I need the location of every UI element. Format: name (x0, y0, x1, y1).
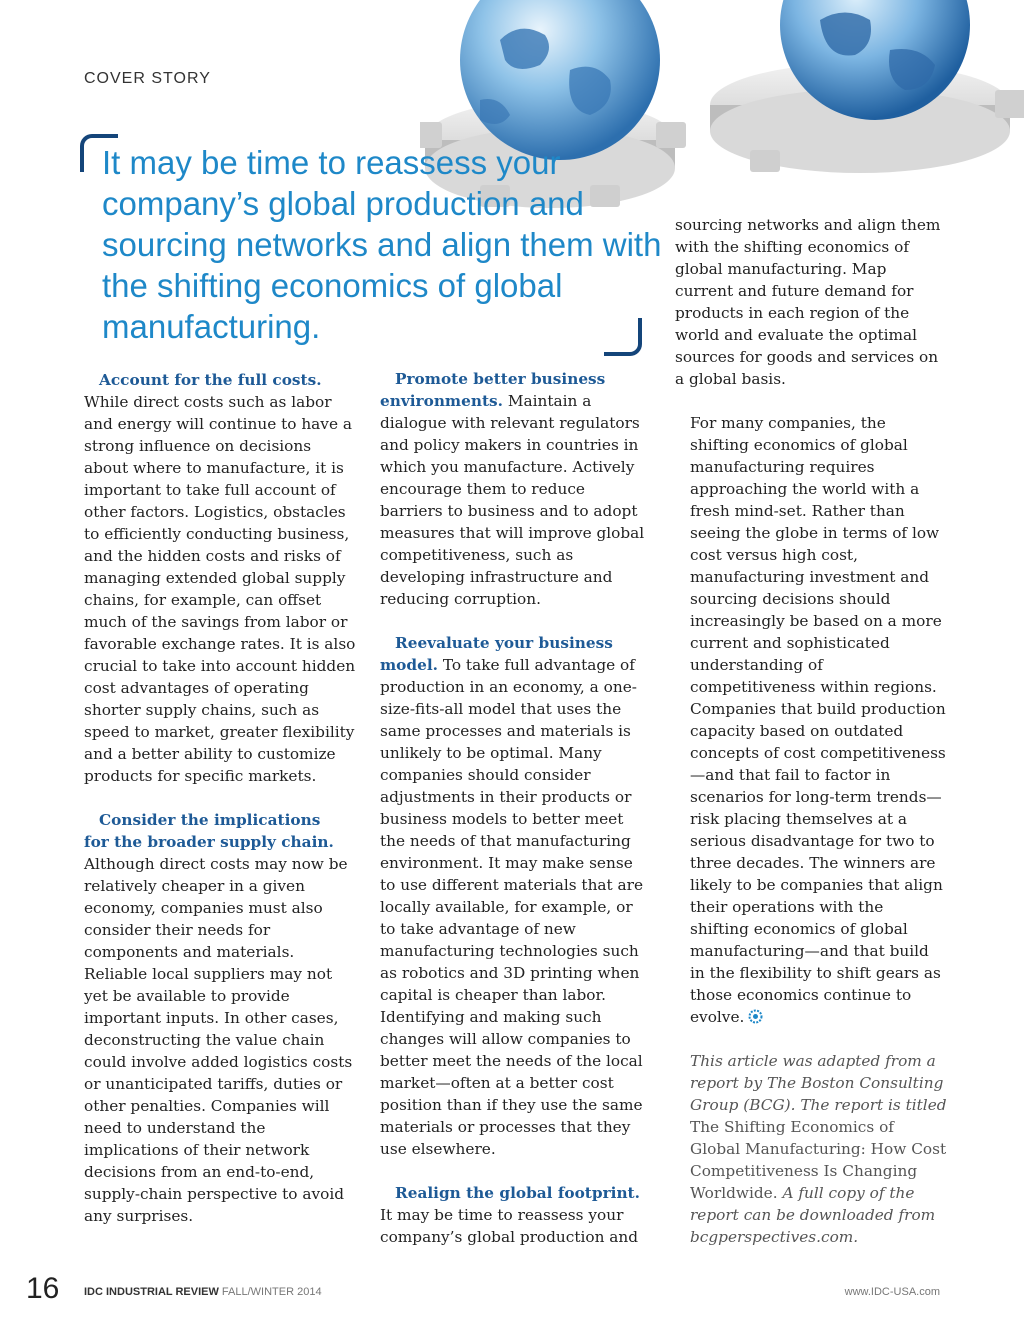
footer-url: www.IDC-USA.com (844, 1286, 940, 1298)
pull-quote: It may be time to reassess your company’s global production and sourcing networks and align them with the shifting economics of global manufacturing. (102, 144, 662, 345)
credit-report-title: The Shifting Economics of Global Manufacturing: How Cost Competitiveness Is Changing Worldwide. (690, 1118, 947, 1202)
paragraph-supply-chain: Although direct costs may now be relatively cheaper in a given economy, companies must also consider their needs for components and materials. Reliable local suppliers may not yet be available to provide important inputs. In other cases, deconstructing the value chain could involve added logistics costs or unanticipated tariffs, duties or other penalties. Companies will need to understand the implications of their network decisions from an end-to-end, supply-chain perspective to avoid any surprises. (84, 855, 353, 1225)
subhead-environments-line1: Promote better business (395, 370, 606, 388)
paragraph-full-costs: While direct costs such as labor and energy will continue to have a strong influence on decisions about where to manufacture, it is important to take full account of other factors. Logistics, obstacles to efficiently conducting business, and the hidden costs and risks of managing extended global supply chains, for example, can offset much of the savings from labor or favorable exchange rates. It is also crucial to take into account hidden cost advantages of operating shorter supply chains, such as speed to market, greater flexibility and a better ability to customize products for specific markets. (84, 393, 356, 785)
paragraph-sourcing: sourcing networks and align them with the shifting economics of global manufacturing. Map current and future demand for products in each region of the world and evaluate the optimal sources for goods and services on a global basis. (675, 216, 941, 388)
quote-close-bracket-icon (604, 318, 642, 356)
paragraph-business-model: To take full advantage of production in an economy, a one-size-fits-all model that uses the same processes and materials is unlikely to be optimal. Many companies should consider adjustments in their products or business models to better meet the needs of that manufacturing environment. It may make sense to use different materials that are locally available, for example, or to take advantage of new manufacturing technologies such as robotics and 3D printing when capital is cheaper than labor. Identifying and making such changes will allow companies to better meet the needs of the local market—often at a better cost position than if they use the same materials or processes that they use elsewhere. (380, 656, 644, 1158)
article-column-3 (675, 214, 947, 1248)
page-number: 16 (26, 1272, 60, 1305)
subhead-business-model-line2: model. (380, 656, 438, 674)
footer-issue: FALL/WINTER 2014 (221, 1286, 322, 1298)
paragraph-footprint: It may be time to reassess your company’s global production and (380, 1206, 639, 1246)
article-column-1 (84, 369, 356, 1227)
credit-download: A full copy of the report can be downloaded from bcgperspectives.com. (690, 1184, 936, 1246)
subhead-environments-line2: environments. (380, 392, 503, 410)
paragraph-environments: Maintain a dialogue with relevant regulators and policy makers in countries in which you manufacture. Actively encourage them to reduce barriers to business and to adopt measures that will improve global competitiveness, such as developing infrastructure and reducing corruption. (380, 392, 645, 608)
article-column-2 (380, 368, 652, 1248)
subhead-footprint: Realign the global footprint. (395, 1184, 640, 1202)
credit-intro: This article was adapted from a report by The Boston Consulting Group (BCG). The report is titled (690, 1052, 947, 1114)
subhead-supply-chain-line1: Consider the implications (99, 811, 321, 829)
article-credit (675, 1050, 947, 1248)
subhead-business-model-line1: Reevaluate your business (395, 634, 613, 652)
end-mark-icon (748, 1009, 763, 1024)
paragraph-mindset-text: For many companies, the shifting economics of global manufacturing requires approaching the world with a fresh mind-set. Rather than seeing the globe in terms of low cost versus high cost, manufacturing investment and sourcing decisions should increasingly be based on a more current and sophisticated understanding of competitiveness within regions. Companies that build production capacity based on outdated concepts of cost competitiveness—and that fail to factor in scenarios for long-term trends—risk placing themselves at a serious disadvantage for two to three decades. The winners are likely to be companies that align their operations with the shifting economics of global manufacturing—and that build in the flexibility to shift gears as those economics continue to evolve. (690, 414, 946, 1026)
subhead-supply-chain-line2: for the broader supply chain. (84, 833, 334, 851)
paragraph-mindset (675, 412, 947, 1028)
footer-magazine (84, 1286, 322, 1298)
footer-magazine-title: IDC INDUSTRIAL REVIEW (84, 1286, 219, 1298)
subhead-full-costs: Account for the full costs. (99, 371, 322, 389)
section-label: COVER STORY (84, 70, 211, 87)
